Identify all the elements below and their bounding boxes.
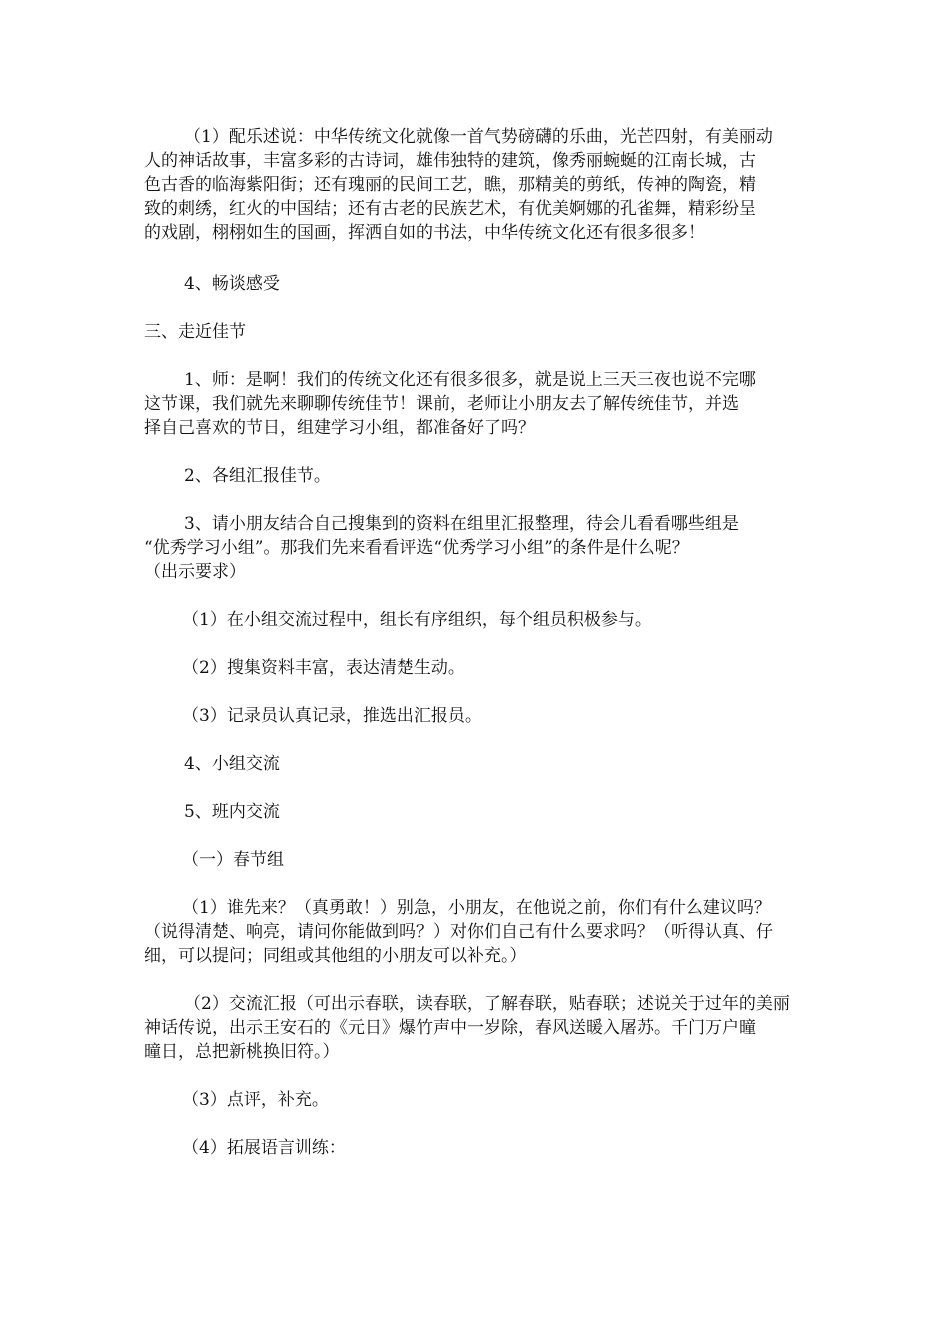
text-line: 的戏剧，栩栩如生的国画，挥洒自如的书法，中华传统文化还有很多很多！ xyxy=(144,223,705,243)
requirement-item-3 xyxy=(144,704,808,728)
paragraph-share-feelings xyxy=(144,272,808,296)
requirement-item-1 xyxy=(144,608,808,632)
text-line: 三、走近佳节 xyxy=(144,322,246,342)
text-line: （说得清楚、响亮，请问你能做到吗？）对你们自己有什么要求吗？（听得认真、仔 xyxy=(144,922,773,942)
paragraph-language-training xyxy=(144,1136,808,1160)
text-line: 4、小组交流 xyxy=(184,754,280,774)
text-line: 1、师：是啊！我们的传统文化还有很多很多，就是说上三天三夜也说不完哪 xyxy=(184,370,756,390)
paragraph-group-exchange xyxy=(144,752,808,776)
text-line: （2）搜集资料丰富，表达清楚生动。 xyxy=(182,658,465,678)
section-heading-festivals xyxy=(144,320,808,344)
text-line: （1）谁先来？（真勇敢！）别急，小朋友，在他说之前，你们有什么建议吗？ xyxy=(182,898,771,918)
text-line: 3、请小朋友结合自己搜集到的资料在组里汇报整理，待会儿看看哪些组是 xyxy=(184,514,739,534)
text-line: （1）在小组交流过程中，组长有序组织，每个组员积极参与。 xyxy=(182,610,652,630)
text-line: 致的刺绣，红火的中国结；还有古老的民族艺术，有优美婀娜的孔雀舞，精彩纷呈 xyxy=(144,199,756,219)
text-line: （3）记录员认真记录，推选出汇报员。 xyxy=(182,706,482,726)
text-line: （2）交流汇报（可出示春联，读春联，了解春联，贴春联；述说关于过年的美丽 xyxy=(184,994,790,1014)
text-line: 细，可以提问；同组或其他组的小朋友可以补充。） xyxy=(144,946,527,966)
paragraph-who-first xyxy=(144,896,808,968)
text-line: （4）拓展语言训练： xyxy=(182,1138,346,1158)
subheading-spring-festival-group xyxy=(144,848,808,872)
paragraph-teacher-intro xyxy=(144,368,808,440)
requirement-item-2 xyxy=(144,656,808,680)
text-line: 5、班内交流 xyxy=(184,802,280,822)
text-line: 4、畅谈感受 xyxy=(184,274,280,294)
paragraph-exchange-report xyxy=(144,992,808,1064)
text-line: 择自己喜欢的节日，组建学习小组，都准备好了吗？ xyxy=(144,418,535,438)
text-line: （1）配乐述说：中华传统文化就像一首气势磅礴的乐曲，光芒四射，有美丽动 xyxy=(184,127,773,147)
text-line: 这节课，我们就先来聊聊传统佳节！课前，老师让小朋友去了解传统佳节，并选 xyxy=(144,394,739,414)
text-line: 色古香的临海紫阳街；还有瑰丽的民间工艺，瞧，那精美的剪纸，传神的陶瓷，精 xyxy=(144,175,756,195)
paragraph-excellent-group xyxy=(144,512,808,584)
paragraph-music-narration xyxy=(144,125,808,245)
paragraph-class-exchange xyxy=(144,800,808,824)
text-line: 2、各组汇报佳节。 xyxy=(184,466,331,486)
text-line: 曈日，总把新桃换旧符。） xyxy=(144,1042,340,1062)
text-line: “优秀学习小组”。那我们先来看看评选“优秀学习小组”的条件是什么呢？ xyxy=(144,538,689,558)
text-line: 人的神话故事，丰富多彩的古诗词，雄伟独特的建筑，像秀丽蜿蜒的江南长城，古 xyxy=(144,151,756,171)
text-line: （出示要求） xyxy=(144,562,246,582)
text-line: （3）点评，补充。 xyxy=(182,1090,329,1110)
paragraph-group-report xyxy=(144,464,808,488)
paragraph-comment-supplement xyxy=(144,1088,808,1112)
text-line: （一）春节组 xyxy=(182,850,284,870)
text-line: 神话传说，出示王安石的《元日》爆竹声中一岁除，春风送暖入屠苏。千门万户曈 xyxy=(144,1018,756,1038)
